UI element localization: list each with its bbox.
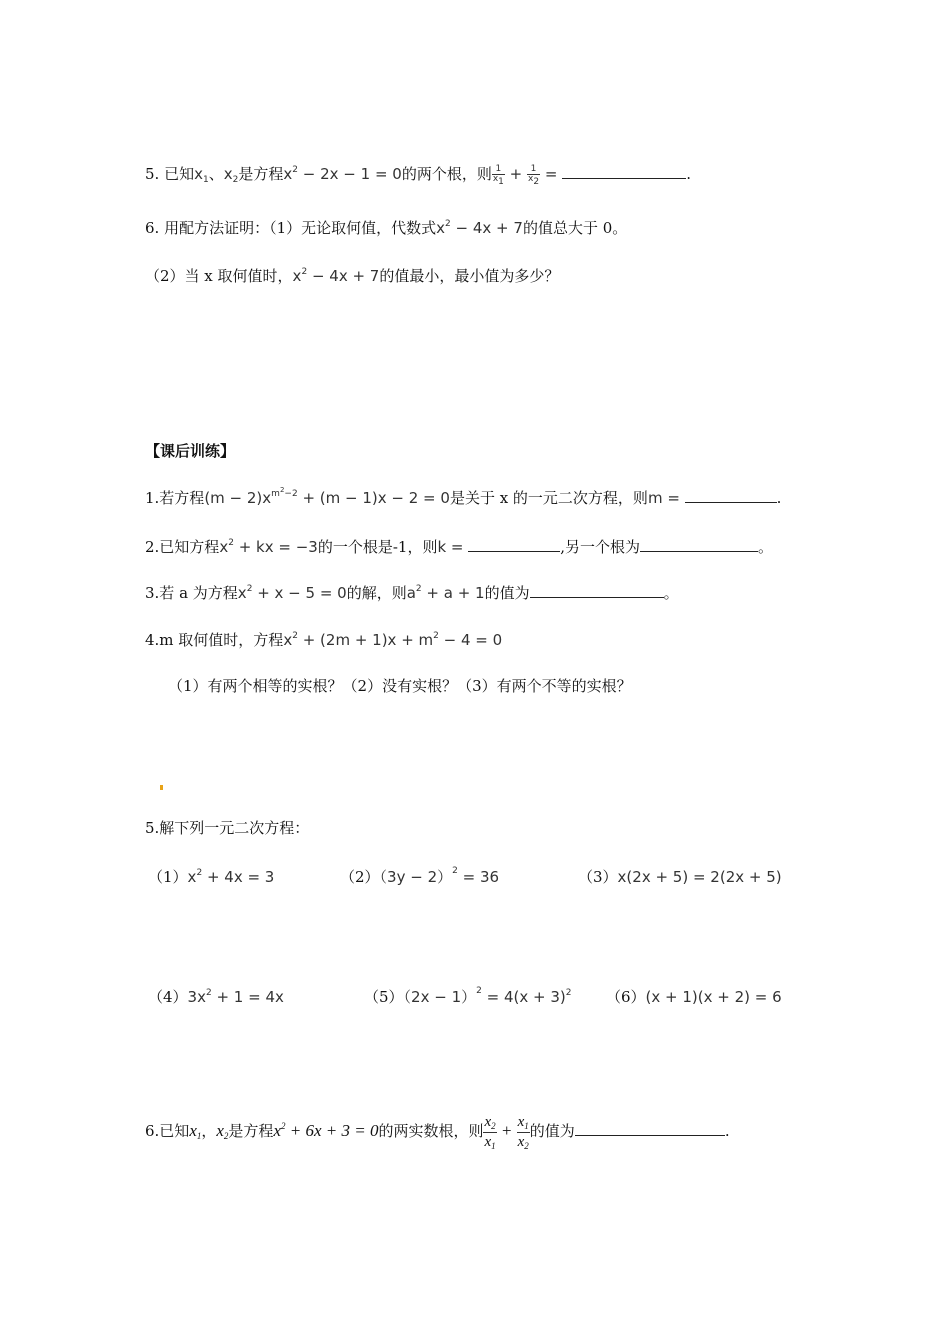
q6-part1 (145, 218, 627, 238)
hw2-prefix: 2.已知方程 (145, 538, 220, 556)
hw5-p3-label: （3） (578, 868, 618, 886)
hw1-line (145, 488, 781, 508)
hw6-line (145, 1108, 730, 1154)
q5-mid: 是方程 (238, 165, 284, 183)
q6-part2-prefix: （2）当 x 取何值时， (145, 267, 293, 285)
hw5-p4-equation: $3x^2 + 1 = 4x$ (187, 988, 284, 1006)
q5-answer-blank[interactable] (562, 164, 686, 179)
hw3-equation: $x^2 + x - 5 = 0$ (237, 584, 347, 602)
hw3-prefix: 3.若 a 为方程 (145, 584, 238, 602)
q5-fraction-2: $\frac{1}{x_2}$ (528, 164, 540, 187)
hw1-answer-blank[interactable] (685, 488, 777, 503)
hw2-answer-blank-k[interactable] (468, 537, 560, 552)
hw1-end: . (776, 489, 782, 507)
hw6-fraction-1: $\frac{x_2}{x_1}$ (484, 1113, 496, 1151)
hw5-problem-3 (578, 867, 782, 887)
q5-x2: $x_2$ (223, 165, 239, 185)
stray-mark (160, 785, 163, 790)
hw6-fraction-2: $\frac{x_1}{x_2}$ (517, 1113, 529, 1151)
hw6-comma: ， (201, 1122, 217, 1140)
q5-after: 的两个根，则 (401, 165, 492, 183)
hw5-problem-1 (148, 867, 274, 887)
q6-part1-expression: $x^2 - 4x + 7$ (436, 219, 523, 237)
hw5-p1-equation: $x^2 + 4x = 3$ (187, 868, 275, 886)
q5-sep: 、 (208, 165, 224, 183)
hw5-title: 5.解下列一元二次方程： (145, 819, 310, 837)
hw1-middle: 是关于 x 的一元二次方程，则 (449, 489, 648, 507)
q5-line (145, 164, 691, 187)
hw5-problem-2 (340, 867, 499, 887)
hw6-expression: $\frac{x_2}{x_1}$ + $\frac{x_1}{x_2}$ (484, 1113, 529, 1151)
hw2-equation: $x^2$ + kx = −3 (219, 538, 318, 556)
q6-part2-suffix: 的值最小，最小值为多少？ (379, 267, 560, 285)
hw5-p2-label: （2） (340, 868, 380, 886)
hw2-line (145, 537, 773, 557)
hw5-p3-equation: x(2x + 5) = 2(2x + 5) (617, 868, 782, 886)
hw6-mid: 是方程 (228, 1122, 274, 1140)
hw5-problem-6 (606, 987, 782, 1007)
hw1-equation: $(m - 2)x^{m^2-2} + (m - 1)x - 2 = 0$ (204, 486, 450, 507)
q6-part2 (145, 266, 559, 286)
hw6-equation: $x^2 + 6x + 3 = 0$ (273, 1121, 379, 1140)
q5-expression: $\frac{1}{x_1}$ + $\frac{1}{x_2}$ = (492, 164, 563, 187)
hw2-middle2: ,另一个根为 (560, 538, 641, 556)
hw5-p2-equation: $(3y - 2)^2 = 36$ (379, 866, 500, 886)
hw5-p5-equation: $(2x - 1)^2 = 4(x + 3)^2$ (403, 986, 572, 1006)
q6-part2-expression: $x^2 - 4x + 7$ (292, 267, 380, 285)
hw6-suffix: 的值为 (529, 1122, 575, 1140)
hw5-p4-label: （4） (148, 988, 188, 1006)
hw4-subquestions: （1）有两个相等的实根？（2）没有实根？（3）有两个不等的实根？ (168, 677, 632, 695)
hw3-answer-blank[interactable] (530, 583, 664, 598)
hw3-line (145, 583, 679, 603)
q5-prefix: 5. 已知 (145, 165, 195, 183)
q5-equation: $x^2 - 2x - 1 = 0$ (283, 165, 402, 183)
hw6-after: 的两实数根，则 (378, 1122, 484, 1140)
hw5-p6-equation: (x + 1)(x + 2) = 6 (645, 988, 782, 1006)
hw2-middle: 的一个根是-1，则 (317, 538, 438, 556)
hw6-x1: $x_1$ (189, 1121, 202, 1141)
hw3-middle: 的解，则 (346, 584, 407, 602)
hw5-p1-label: （1） (148, 868, 188, 886)
hw5-problem-5 (364, 987, 571, 1007)
hw2-end: 。 (758, 538, 774, 556)
hw5-p6-label: （6） (606, 988, 646, 1006)
hw3-suffix: 的值为 (484, 584, 530, 602)
hw2-variable: k = (437, 538, 469, 556)
q5-x1: $x_1$ (194, 165, 209, 185)
hw3-expression: $a^2 + a + 1$ (406, 584, 485, 602)
hw5-problem-4 (148, 987, 284, 1007)
hw4-equation: $x^2 + (2m + 1)x + m^2 - 4 = 0$ (283, 631, 503, 649)
hw4-prefix: 4.m 取何值时，方程 (145, 631, 284, 649)
hw6-prefix: 6.已知 (145, 1122, 190, 1140)
q6-part1-suffix: 的值总大于 0。 (522, 219, 628, 237)
section-title: 【课后训练】 (145, 442, 236, 460)
q5-fraction-1: $\frac{1}{x_1}$ (492, 164, 504, 187)
hw5-p5-label: （5） (364, 988, 404, 1006)
hw6-answer-blank[interactable] (575, 1121, 725, 1136)
hw3-end: 。 (663, 584, 679, 602)
q6-part1-prefix: 6. 用配方法证明：（1）无论取何值，代数式 (145, 219, 437, 237)
hw6-x2: $x_2$ (216, 1121, 229, 1141)
hw2-answer-blank-root[interactable] (640, 537, 758, 552)
hw4-line (145, 630, 502, 650)
hw1-variable: m = (647, 489, 685, 507)
hw1-prefix: 1.若方程 (145, 489, 205, 507)
q5-end: . (686, 165, 691, 183)
hw6-end: . (724, 1122, 730, 1140)
